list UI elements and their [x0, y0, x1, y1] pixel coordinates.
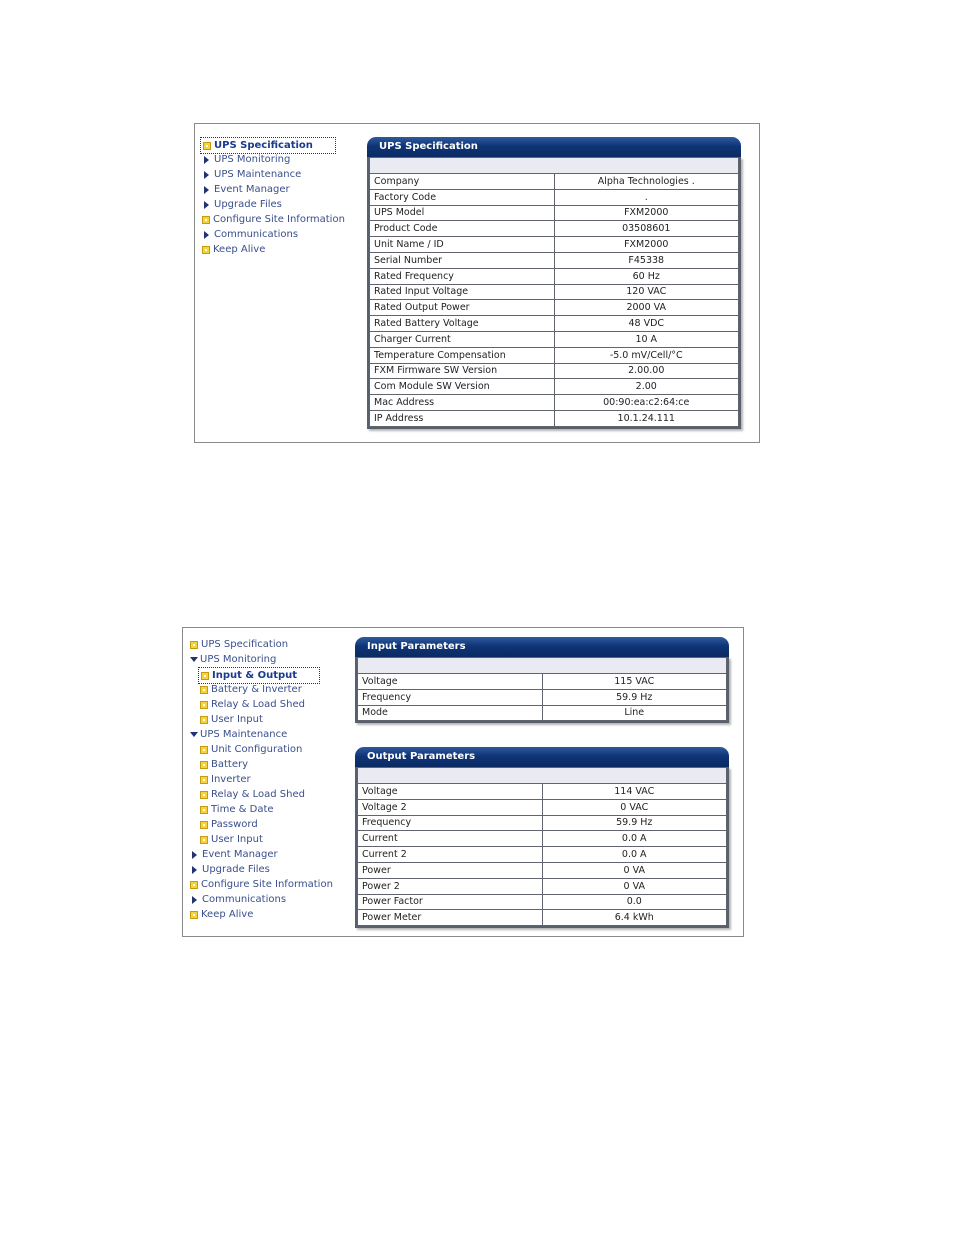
table-row: [358, 862, 727, 878]
sidebar-item-ups-monitoring[interactable]: [202, 152, 290, 167]
sidebar-item-label: Relay & Load Shed: [211, 699, 305, 710]
sidebar-item-battery[interactable]: [200, 757, 248, 772]
table-row: [370, 268, 739, 284]
row-value: 115 VAC: [542, 674, 727, 690]
page-icon: [200, 806, 208, 814]
page-icon: [190, 911, 198, 919]
collapsed-arrow-icon: [204, 201, 209, 209]
row-value: 48 VDC: [554, 316, 739, 332]
row-label: Mac Address: [370, 395, 555, 411]
row-label: Voltage: [358, 674, 543, 690]
sidebar-item-ups-specification[interactable]: [190, 637, 288, 652]
page-icon: [202, 216, 210, 224]
collapsed-arrow-icon: [204, 171, 209, 179]
sidebar-item-label: Configure Site Information: [213, 214, 345, 225]
sidebar-item-label: Battery & Inverter: [211, 684, 302, 695]
sidebar-item-label: UPS Monitoring: [200, 654, 277, 665]
sidebar-item-password[interactable]: [200, 817, 258, 832]
sidebar-item-configure-site-information[interactable]: [202, 212, 345, 227]
page-icon: [200, 836, 208, 844]
sidebar-item-label: Event Manager: [214, 184, 290, 195]
page-icon: [200, 746, 208, 754]
row-value: 2000 VA: [554, 300, 739, 316]
row-label: Unit Name / ID: [370, 237, 555, 253]
header-cell: [358, 658, 727, 674]
sidebar-item-label: Event Manager: [202, 849, 278, 860]
table-row: [358, 705, 727, 721]
sidebar-item-user-input[interactable]: [200, 832, 263, 847]
row-value: 03508601: [554, 221, 739, 237]
row-label: Frequency: [358, 689, 543, 705]
input-table: [357, 657, 727, 721]
row-label: Rated Input Voltage: [370, 284, 555, 300]
sidebar-item-label: User Input: [211, 714, 263, 725]
row-label: Current: [358, 831, 543, 847]
row-value: 00:90:ea:c2:64:ce: [554, 395, 739, 411]
row-label: Voltage: [358, 784, 543, 800]
sidebar-item-label: Inverter: [211, 774, 251, 785]
sidebar-item-unit-configuration[interactable]: [200, 742, 302, 757]
sidebar-item-label: UPS Maintenance: [200, 729, 288, 740]
row-value: FXM2000: [554, 237, 739, 253]
row-value: F45338: [554, 252, 739, 268]
sidebar-item-label: Input & Output: [212, 670, 298, 681]
row-label: FXM Firmware SW Version: [370, 363, 555, 379]
sidebar-item-label: Unit Configuration: [211, 744, 303, 755]
page-icon: [201, 672, 209, 680]
row-label: Company: [370, 174, 555, 190]
output-parameters-panel: [355, 747, 729, 928]
sidebar-item-label: Upgrade Files: [214, 199, 282, 210]
row-label: Com Module SW Version: [370, 379, 555, 395]
page-icon: [200, 761, 208, 769]
sidebar-item-label: UPS Specification: [201, 639, 289, 650]
row-label: Serial Number: [370, 252, 555, 268]
row-value: 10.1.24.111: [554, 410, 739, 426]
header-cell: [358, 768, 727, 784]
sidebar-item-keep-alive[interactable]: [190, 907, 253, 922]
page-icon: [190, 641, 198, 649]
sidebar-item-event-manager[interactable]: [202, 182, 290, 197]
table-row: [358, 910, 727, 926]
row-label: Current 2: [358, 847, 543, 863]
input-output-screenshot: [182, 627, 744, 937]
row-value: 0 VAC: [542, 799, 727, 815]
row-value: Alpha Technologies .: [554, 174, 739, 190]
sidebar-item-label: Relay & Load Shed: [211, 789, 305, 800]
sidebar-item-label: Communications: [202, 894, 287, 905]
row-value: 60 Hz: [554, 268, 739, 284]
table-row: [370, 410, 739, 426]
table-header-row: [358, 768, 727, 784]
page-icon: [200, 776, 208, 784]
row-label: Rated Battery Voltage: [370, 316, 555, 332]
row-label: Power 2: [358, 878, 543, 894]
spec-table: [369, 157, 739, 427]
page-icon: [200, 701, 208, 709]
table-row: [370, 174, 739, 190]
row-label: Rated Frequency: [370, 268, 555, 284]
sidebar-item-label: Keep Alive: [201, 909, 254, 920]
sidebar-item-label: Battery: [211, 759, 249, 770]
row-label: Mode: [358, 705, 543, 721]
table-row: [358, 831, 727, 847]
table-row: [370, 237, 739, 253]
collapsed-arrow-icon: [192, 896, 197, 904]
table-row: [370, 284, 739, 300]
sidebar-item-label: Password: [211, 819, 258, 830]
sidebar-item-label: UPS Maintenance: [214, 169, 302, 180]
row-label: Power Meter: [358, 910, 543, 926]
page-icon: [200, 821, 208, 829]
table-row: [370, 347, 739, 363]
table-row: [370, 221, 739, 237]
row-label: UPS Model: [370, 205, 555, 221]
sidebar-item-upgrade-files[interactable]: [202, 197, 282, 212]
table-row: [370, 363, 739, 379]
page-icon: [200, 686, 208, 694]
table-row: [358, 815, 727, 831]
sidebar-item-label: UPS Monitoring: [214, 154, 291, 165]
table-row: [370, 331, 739, 347]
expanded-arrow-icon: [190, 732, 198, 737]
sidebar-item-keep-alive[interactable]: [202, 242, 265, 257]
table-row: [370, 316, 739, 332]
collapsed-arrow-icon: [204, 156, 209, 164]
row-label: Rated Output Power: [370, 300, 555, 316]
panel-title: Output Parameters: [355, 747, 729, 767]
row-label: Factory Code: [370, 189, 555, 205]
sidebar-item-label: User Input: [211, 834, 263, 845]
row-value: 114 VAC: [542, 784, 727, 800]
row-value: 2.00.00: [554, 363, 739, 379]
sidebar-item-event-manager[interactable]: [190, 847, 278, 862]
row-value: 0 VA: [542, 878, 727, 894]
sidebar-item-ups-maintenance[interactable]: [190, 727, 287, 742]
table-row: [358, 674, 727, 690]
ups-specification-screenshot: [194, 123, 760, 443]
row-value: 120 VAC: [554, 284, 739, 300]
row-value: 0 VA: [542, 862, 727, 878]
input-parameters-panel: [355, 637, 729, 723]
sidebar-item-ups-maintenance[interactable]: [202, 167, 301, 182]
sidebar-item-relay-and-load-shed[interactable]: [200, 697, 305, 712]
sidebar-item-battery-and-inverter[interactable]: [200, 682, 302, 697]
row-value: 59.9 Hz: [542, 815, 727, 831]
sidebar-item-label: Upgrade Files: [202, 864, 270, 875]
table-row: [370, 189, 739, 205]
page-icon: [202, 246, 210, 254]
sidebar-item-time-and-date[interactable]: [200, 802, 274, 817]
table-row: [358, 878, 727, 894]
row-label: Product Code: [370, 221, 555, 237]
sidebar-item-ups-monitoring[interactable]: [190, 652, 276, 667]
table-row: [370, 300, 739, 316]
sidebar-item-user-input[interactable]: [200, 712, 263, 727]
sidebar-item-upgrade-files[interactable]: [190, 862, 270, 877]
table-row: [370, 252, 739, 268]
table-header-row: [358, 658, 727, 674]
row-value: -5.0 mV/Cell/°C: [554, 347, 739, 363]
sidebar-item-label: Configure Site Information: [201, 879, 333, 890]
row-value: 0.0: [542, 894, 727, 910]
page-icon: [203, 142, 211, 150]
collapsed-arrow-icon: [204, 186, 209, 194]
sidebar-item-label: Time & Date: [211, 804, 274, 815]
table-row: [358, 847, 727, 863]
expanded-arrow-icon: [190, 657, 198, 662]
row-label: Charger Current: [370, 331, 555, 347]
page-icon: [200, 716, 208, 724]
row-label: Frequency: [358, 815, 543, 831]
row-value: 2.00: [554, 379, 739, 395]
row-value: 59.9 Hz: [542, 689, 727, 705]
sidebar-item-relay-and-load-shed[interactable]: [200, 787, 305, 802]
ups-specification-panel: [367, 137, 741, 429]
sidebar-item-communications[interactable]: [202, 227, 298, 242]
panel-title: Input Parameters: [355, 637, 729, 657]
row-value: 10 A: [554, 331, 739, 347]
page-icon: [190, 881, 198, 889]
collapsed-arrow-icon: [192, 851, 197, 859]
sidebar-item-label: UPS Specification: [214, 140, 313, 151]
table-row: [358, 799, 727, 815]
collapsed-arrow-icon: [204, 231, 209, 239]
row-value: 0.0 A: [542, 847, 727, 863]
table-row: [370, 205, 739, 221]
collapsed-arrow-icon: [192, 866, 197, 874]
sidebar-item-label: Keep Alive: [213, 244, 266, 255]
table-row: [370, 379, 739, 395]
row-label: Voltage 2: [358, 799, 543, 815]
table-row: [358, 689, 727, 705]
panel-title: UPS Specification: [367, 137, 741, 157]
sidebar-item-inverter[interactable]: [200, 772, 251, 787]
row-value: FXM2000: [554, 205, 739, 221]
header-cell: [370, 158, 739, 174]
row-value: Line: [542, 705, 727, 721]
row-label: Power: [358, 862, 543, 878]
table-row: [358, 894, 727, 910]
sidebar-item-communications[interactable]: [190, 892, 286, 907]
output-table: [357, 767, 727, 926]
page-icon: [200, 791, 208, 799]
row-value: .: [554, 189, 739, 205]
sidebar-item-configure-site-information[interactable]: [190, 877, 333, 892]
row-value: 6.4 kWh: [542, 910, 727, 926]
table-row: [370, 395, 739, 411]
sidebar-item-label: Communications: [214, 229, 299, 240]
table-header-row: [370, 158, 739, 174]
row-label: Power Factor: [358, 894, 543, 910]
table-row: [358, 784, 727, 800]
row-label: IP Address: [370, 410, 555, 426]
row-label: Temperature Compensation: [370, 347, 555, 363]
row-value: 0.0 A: [542, 831, 727, 847]
